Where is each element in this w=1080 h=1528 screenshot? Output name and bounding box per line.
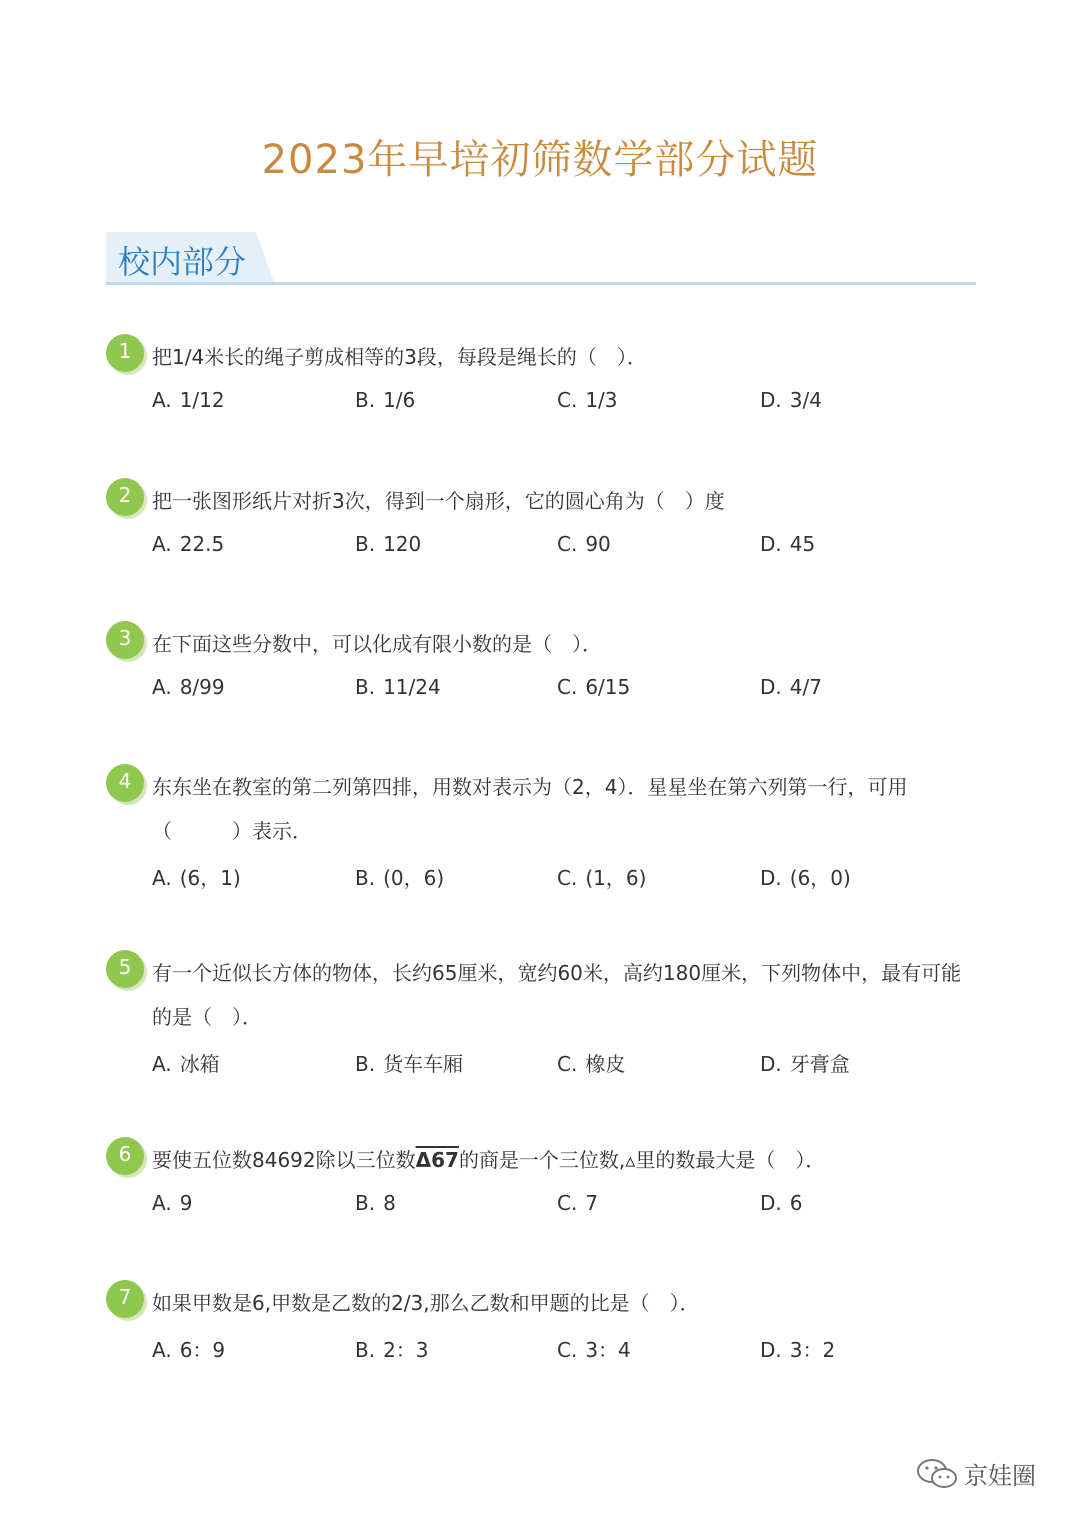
option-value: 6 — [789, 1191, 803, 1215]
option-d — [760, 675, 822, 699]
question-number-badge: 4 — [106, 764, 144, 802]
option-letter: A. — [152, 1191, 172, 1215]
question-text-part: 的商是一个三位数,▵里的数最大是（ ）． — [458, 1148, 826, 1172]
question-text: 把1/4米长的绳子剪成相等的3段，每段是绳长的（ ）． — [152, 345, 647, 369]
option-d — [760, 1334, 835, 1363]
option-value: 1/12 — [179, 388, 225, 412]
option-letter: D. — [760, 1052, 782, 1076]
option-letter: B. — [355, 532, 376, 556]
option-letter: C. — [557, 866, 578, 890]
option-value: 9 — [179, 1191, 193, 1215]
option-a — [152, 675, 225, 699]
page-title: 2023年早培初筛数学部分试题 — [261, 137, 819, 183]
option-a — [152, 1048, 220, 1077]
option-value: 90 — [585, 532, 611, 556]
option-b — [355, 1191, 396, 1215]
wechat-icon — [916, 1458, 958, 1490]
option-c — [557, 1334, 631, 1363]
option-value: 1/6 — [383, 388, 416, 412]
option-value: (0，6) — [383, 866, 445, 890]
option-d — [760, 1048, 850, 1077]
option-letter: B. — [355, 388, 376, 412]
option-letter: C. — [557, 1052, 578, 1076]
option-c — [557, 1048, 625, 1077]
option-value: 8/99 — [179, 675, 225, 699]
option-letter: A. — [152, 388, 172, 412]
question-text: 如果甲数是6,甲数是乙数的2/3,那么乙数和甲题的比是（ ）． — [152, 1291, 700, 1315]
option-value: 22.5 — [179, 532, 225, 556]
watermark-text: 京娃圈 — [964, 1462, 1036, 1490]
option-value: 3/4 — [789, 388, 822, 412]
question-number-badge: 3 — [106, 621, 144, 659]
option-a — [152, 1334, 225, 1363]
option-letter: C. — [557, 388, 578, 412]
option-value: (6，0) — [789, 866, 851, 890]
option-letter: D. — [760, 532, 782, 556]
section-title: 校内部分 — [118, 243, 247, 281]
option-value: 7 — [585, 1191, 599, 1215]
option-value: (1，6) — [585, 866, 647, 890]
option-d — [760, 388, 822, 412]
option-letter: B. — [355, 1338, 376, 1362]
option-letter: B. — [355, 1052, 376, 1076]
option-value: 橡皮 — [585, 1052, 626, 1076]
question-text: 东东坐在教室的第二列第四排，用数对表示为（2，4）．星星坐在第六列第一行，可用（ ）表示． — [152, 775, 908, 843]
option-value: (6，1) — [179, 866, 241, 890]
question-text — [152, 1138, 972, 1182]
option-c — [557, 1191, 598, 1215]
option-value: 货车车厢 — [383, 1052, 464, 1076]
section-header — [106, 232, 976, 286]
question-text: 把一张图形纸片对折3次，得到一个扇形，它的圆心角为（ ）度 — [152, 489, 725, 513]
option-letter: D. — [760, 1338, 782, 1362]
option-b — [355, 1048, 463, 1077]
option-value: 冰箱 — [179, 1052, 220, 1076]
option-d — [760, 862, 851, 891]
option-letter: A. — [152, 675, 172, 699]
question-number-badge: 6 — [106, 1137, 144, 1175]
option-letter: D. — [760, 1191, 782, 1215]
option-value: 1/3 — [585, 388, 618, 412]
overlined-number: Δ67 — [415, 1148, 459, 1172]
option-letter: C. — [557, 532, 578, 556]
option-b — [355, 675, 441, 699]
option-letter: D. — [760, 388, 782, 412]
question-number-badge: 2 — [106, 478, 144, 516]
question-number-badge: 1 — [106, 334, 144, 372]
option-letter: C. — [557, 675, 578, 699]
option-a — [152, 1191, 192, 1215]
option-letter: C. — [557, 1191, 578, 1215]
option-c — [557, 675, 630, 699]
option-b — [355, 862, 444, 891]
option-value: 45 — [789, 532, 816, 556]
question-text: 有一个近似长方体的物体，长约65厘米，宽约60米，高约180厘米，下列物体中，最有可能的是（ ）． — [152, 961, 962, 1029]
option-letter: A. — [152, 866, 172, 890]
option-a — [152, 862, 241, 891]
option-letter: B. — [355, 866, 376, 890]
option-value: 6/15 — [585, 675, 631, 699]
option-value: 2：3 — [383, 1338, 429, 1362]
option-letter: A. — [152, 1052, 172, 1076]
option-letter: D. — [760, 866, 782, 890]
option-d — [760, 532, 815, 556]
option-a — [152, 388, 225, 412]
option-value: 3：2 — [789, 1338, 836, 1362]
option-letter: C. — [557, 1338, 578, 1362]
option-letter: B. — [355, 675, 376, 699]
option-value: 120 — [383, 532, 422, 556]
section-divider — [106, 282, 976, 285]
option-letter: D. — [760, 675, 782, 699]
option-value: 11/24 — [383, 675, 441, 699]
option-c — [557, 532, 611, 556]
option-c — [557, 388, 618, 412]
option-letter: B. — [355, 1191, 376, 1215]
option-letter: A. — [152, 1338, 172, 1362]
option-d — [760, 1191, 803, 1215]
option-value: 3：4 — [585, 1338, 631, 1362]
option-letter: A. — [152, 532, 172, 556]
question-number-badge: 7 — [106, 1280, 144, 1318]
option-value: 4/7 — [789, 675, 822, 699]
question-text-part: 要使五位数84692除以三位数 — [152, 1148, 416, 1172]
question-text: 在下面这些分数中，可以化成有限小数的是（ ）． — [152, 632, 602, 656]
option-c — [557, 862, 646, 891]
option-value: 8 — [383, 1191, 396, 1215]
watermark — [916, 1456, 1036, 1491]
question-number-badge: 5 — [106, 950, 144, 988]
option-value: 牙膏盒 — [789, 1052, 850, 1076]
option-b — [355, 388, 415, 412]
option-b — [355, 1334, 429, 1363]
option-a — [152, 532, 224, 556]
option-value: 6：9 — [179, 1338, 226, 1362]
option-b — [355, 532, 421, 556]
